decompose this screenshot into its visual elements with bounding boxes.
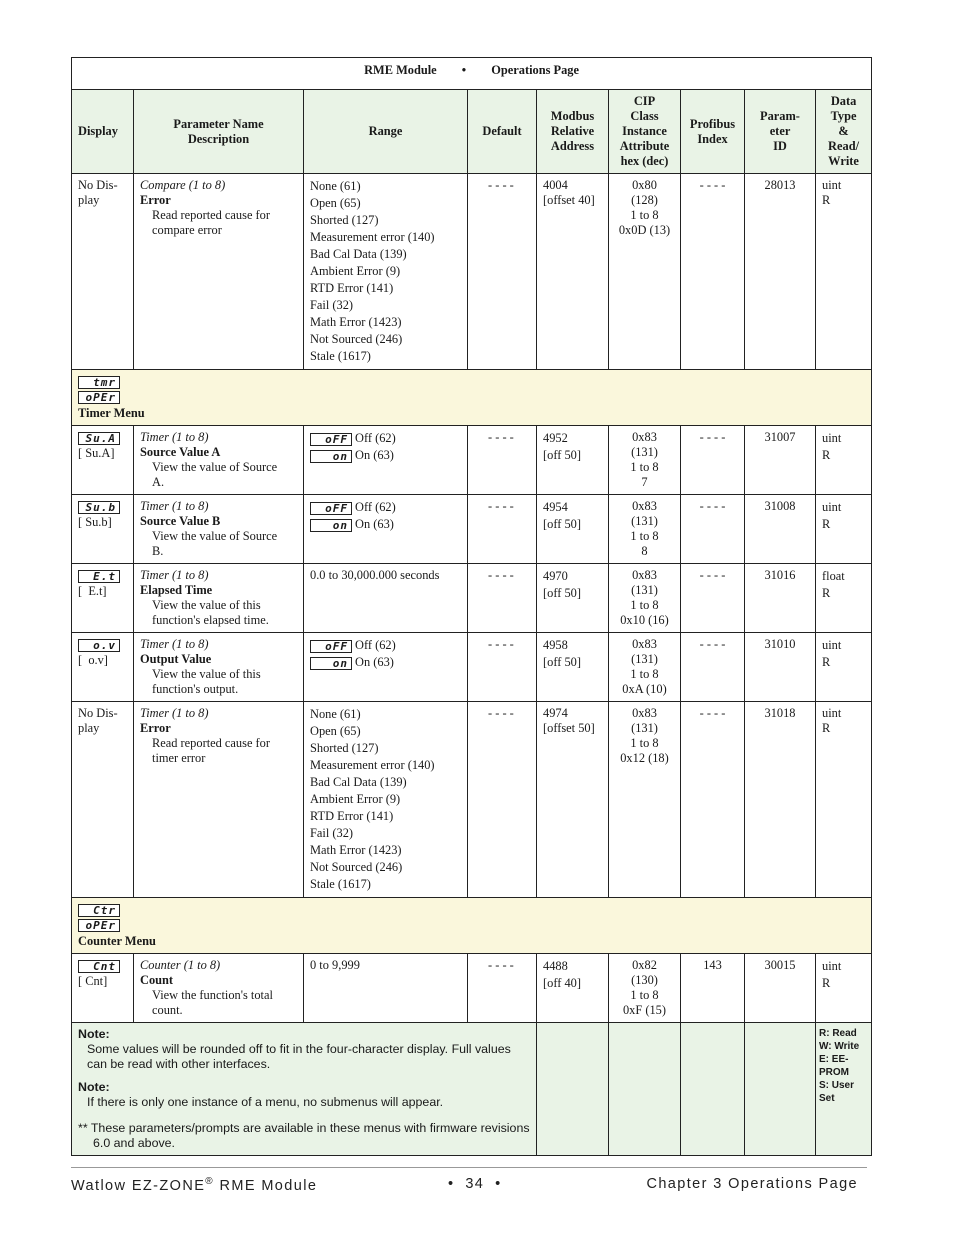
cip-value: (131) xyxy=(631,514,658,528)
lcd-tmr: tmr xyxy=(78,376,120,389)
header-row xyxy=(72,90,872,174)
param-name: Error xyxy=(140,193,171,207)
param-desc: timer error xyxy=(152,751,206,765)
lcd-option: on xyxy=(310,519,352,532)
counter-menu-label: Counter Menu xyxy=(78,934,156,948)
param-group: Timer (1 to 8) xyxy=(140,706,209,720)
cip-value: 1 to 8 xyxy=(630,529,659,543)
modbus-address: 4952 xyxy=(543,431,568,445)
modbus-offset: [off 50] xyxy=(543,655,581,669)
default-cell: - - - - xyxy=(468,174,537,370)
range-item: Not Sourced (246) xyxy=(310,332,403,346)
range-item: RTD Error (141) xyxy=(310,809,394,823)
notes-empty-cell xyxy=(681,1023,745,1156)
display-cell xyxy=(72,174,134,370)
lcd-option: on xyxy=(310,657,352,670)
range-cell xyxy=(304,495,468,564)
legend-item: Set xyxy=(819,1093,835,1104)
table-row xyxy=(72,954,872,1023)
header-text: Index xyxy=(697,131,728,146)
cip-value: 0x83 xyxy=(632,706,657,720)
modbus-address: 4004 xyxy=(543,178,568,192)
lcd-option: oFF xyxy=(310,502,352,515)
lcd-option: oFF xyxy=(310,640,352,653)
param-name: Count xyxy=(140,973,174,987)
param-id-cell: 31018 xyxy=(745,702,816,898)
display-cell xyxy=(72,426,134,495)
header-modbus xyxy=(537,90,609,174)
cip-value: 0x82 xyxy=(632,958,657,972)
lcd-ctr: Ctr xyxy=(78,904,120,917)
range-item: Shorted (127) xyxy=(310,741,379,755)
footer-module: RME Module xyxy=(214,1177,318,1194)
profibus-cell: - - - - xyxy=(681,633,745,702)
lcd-display: o.v xyxy=(78,639,120,652)
modbus-address: 4970 xyxy=(543,569,568,583)
range-cell xyxy=(304,174,468,370)
data-type-cell xyxy=(816,954,872,1023)
read-write: R xyxy=(822,655,831,669)
parameter-cell xyxy=(134,954,304,1023)
data-type: uint xyxy=(822,706,842,720)
footer-page-number: • 34 • xyxy=(448,1176,502,1192)
modbus-offset: [off 40] xyxy=(543,976,581,990)
header-text: hex (dec) xyxy=(620,154,669,168)
range-item: Fail (32) xyxy=(310,826,354,840)
lcd-option: oFF xyxy=(310,433,352,446)
table-row xyxy=(72,174,872,370)
display-code: [ Su.b] xyxy=(78,515,112,529)
header-text: Relative xyxy=(550,124,595,138)
range-item: Not Sourced (246) xyxy=(310,860,403,874)
cip-value: 7 xyxy=(641,475,648,489)
param-id-cell: 31007 xyxy=(745,426,816,495)
notes-row xyxy=(72,1023,872,1156)
param-id-cell: 31008 xyxy=(745,495,816,564)
note-3-text: ** These parameters/prompts are available in these menus with firmware revisions 6.0 and above. xyxy=(78,1121,530,1150)
cip-value: 0x80 xyxy=(632,178,657,192)
modbus-cell xyxy=(537,564,609,633)
range-item: Bad Cal Data (139) xyxy=(310,775,407,789)
notes-empty-cell xyxy=(609,1023,681,1156)
param-name: Source Value A xyxy=(140,445,221,459)
cip-value: 0x83 xyxy=(632,637,657,651)
cip-value: (128) xyxy=(631,193,658,207)
profibus-cell: 143 xyxy=(681,954,745,1023)
cip-value: 1 to 8 xyxy=(630,736,659,750)
data-type: uint xyxy=(822,500,842,514)
note-2-heading: Note: xyxy=(78,1080,110,1094)
range-item: Bad Cal Data (139) xyxy=(310,247,407,261)
lcd-option: on xyxy=(310,450,352,463)
display-cell xyxy=(72,702,134,898)
cip-value: 1 to 8 xyxy=(630,208,659,222)
option-on xyxy=(310,447,461,464)
cip-value: 0x83 xyxy=(632,568,657,582)
param-desc: function's output. xyxy=(152,682,239,696)
legend-item: R: Read xyxy=(819,1028,857,1039)
range-item: Ambient Error (9) xyxy=(310,792,401,806)
header-text: eter xyxy=(769,124,791,138)
param-desc: View the function's total xyxy=(152,988,273,1002)
header-text: Profibus xyxy=(689,116,736,131)
modbus-address: 4974 xyxy=(543,706,568,720)
default-cell: - - - - xyxy=(468,633,537,702)
display-code: [ o.v] xyxy=(78,653,108,667)
range-item: Measurement error (140) xyxy=(310,230,435,244)
cip-cell xyxy=(609,426,681,495)
param-desc: compare error xyxy=(152,223,222,237)
cip-value: 0xA (10) xyxy=(622,682,667,696)
title-module: RME Module xyxy=(364,63,437,77)
parameter-cell xyxy=(134,633,304,702)
menu-cell xyxy=(72,370,872,426)
parameter-cell xyxy=(134,702,304,898)
lcd-display: E.t xyxy=(78,570,120,583)
notes-empty-cell xyxy=(537,1023,609,1156)
header-param-id xyxy=(745,90,816,174)
data-type: uint xyxy=(822,178,842,192)
range-item: RTD Error (141) xyxy=(310,281,394,295)
modbus-cell xyxy=(537,426,609,495)
range-item: Open (65) xyxy=(310,724,361,738)
lcd-oper: oPEr xyxy=(78,391,120,404)
profibus-cell: - - - - xyxy=(681,702,745,898)
title-page: Operations Page xyxy=(491,63,580,77)
range-cell: 0.0 to 30,000.000 seconds xyxy=(304,564,468,633)
option-off xyxy=(310,499,461,516)
header-text: Read/ xyxy=(828,139,860,153)
timer-menu-row xyxy=(72,370,872,426)
display-cell xyxy=(72,954,134,1023)
legend-item: E: EE- xyxy=(819,1054,849,1065)
data-type-cell xyxy=(816,426,872,495)
legend-item: PROM xyxy=(819,1067,849,1078)
counter-menu-row xyxy=(72,898,872,954)
timer-menu-label: Timer Menu xyxy=(78,406,145,420)
option-text: On (63) xyxy=(355,448,394,462)
parameter-cell xyxy=(134,564,304,633)
header-text: Class xyxy=(630,109,659,123)
cip-value: 0x83 xyxy=(632,430,657,444)
option-on xyxy=(310,516,461,533)
lcd-display: Su.A xyxy=(78,432,120,445)
param-id-cell: 31016 xyxy=(745,564,816,633)
modbus-offset: [offset 50] xyxy=(543,721,595,735)
cip-cell xyxy=(609,702,681,898)
read-write: R xyxy=(822,193,831,207)
lcd-display: Cnt xyxy=(78,960,120,973)
param-desc: A. xyxy=(152,475,165,489)
display-cell xyxy=(72,495,134,564)
lcd-oper: oPEr xyxy=(78,919,120,932)
param-name: Elapsed Time xyxy=(140,583,213,597)
cip-value: 8 xyxy=(641,544,648,558)
option-on xyxy=(310,654,461,671)
lcd-display: Su.b xyxy=(78,501,120,514)
range-item: Shorted (127) xyxy=(310,213,379,227)
cip-value: (131) xyxy=(631,445,658,459)
profibus-cell: - - - - xyxy=(681,174,745,370)
footer-rule xyxy=(71,1167,867,1168)
option-text: On (63) xyxy=(355,655,394,669)
header-param-desc: Description xyxy=(187,131,250,146)
read-write: R xyxy=(822,721,831,735)
range-item: Stale (1617) xyxy=(310,349,371,363)
default-cell: - - - - xyxy=(468,564,537,633)
param-desc: Read reported cause for xyxy=(152,208,270,222)
param-id-cell: 30015 xyxy=(745,954,816,1023)
profibus-cell: - - - - xyxy=(681,426,745,495)
cip-value: (131) xyxy=(631,583,658,597)
header-text: CIP xyxy=(633,94,656,108)
option-off xyxy=(310,637,461,654)
cip-value: (131) xyxy=(631,721,658,735)
default-cell: - - - - xyxy=(468,954,537,1023)
header-text: Type xyxy=(830,109,857,123)
modbus-offset: [off 50] xyxy=(543,517,581,531)
profibus-cell: - - - - xyxy=(681,564,745,633)
modbus-offset: [off 50] xyxy=(543,448,581,462)
cip-value: (131) xyxy=(631,652,658,666)
param-desc: View the value of Source xyxy=(152,460,278,474)
operations-page-table xyxy=(71,57,872,1156)
range-item: Math Error (1423) xyxy=(310,843,402,857)
table-row xyxy=(72,426,872,495)
cip-value: 0x12 (18) xyxy=(620,751,669,765)
notes-empty-cell xyxy=(745,1023,816,1156)
cip-value: 1 to 8 xyxy=(630,598,659,612)
cip-value: 1 to 8 xyxy=(630,460,659,474)
range-item: None (61) xyxy=(310,707,361,721)
param-desc: View the value of this xyxy=(152,667,261,681)
table-row xyxy=(72,702,872,898)
display-cell xyxy=(72,633,134,702)
legend-cell xyxy=(816,1023,872,1156)
option-text: On (63) xyxy=(355,517,394,531)
param-desc: B. xyxy=(152,544,164,558)
notes-cell xyxy=(72,1023,537,1156)
modbus-cell xyxy=(537,702,609,898)
header-text: ID xyxy=(773,139,787,153)
registered-mark: ® xyxy=(205,1176,215,1187)
header-text: & xyxy=(838,124,849,138)
data-type: uint xyxy=(822,959,842,973)
data-type-cell xyxy=(816,174,872,370)
modbus-offset: [offset 40] xyxy=(543,193,595,207)
param-group: Timer (1 to 8) xyxy=(140,430,209,444)
table-title-row xyxy=(72,58,872,90)
data-type: uint xyxy=(822,638,842,652)
param-desc: function's elapsed time. xyxy=(152,613,269,627)
header-parameter xyxy=(134,90,304,174)
cip-cell xyxy=(609,633,681,702)
option-text: Off (62) xyxy=(355,638,396,652)
range-item: Measurement error (140) xyxy=(310,758,435,772)
header-range: Range xyxy=(304,90,468,174)
display-text: No Dis- xyxy=(78,706,118,720)
param-group: Counter (1 to 8) xyxy=(140,958,221,972)
param-id-cell: 31010 xyxy=(745,633,816,702)
note-2-text: If there is only one instance of a menu, no submenus will appear. xyxy=(87,1095,444,1109)
param-name: Output Value xyxy=(140,652,212,666)
param-desc: View the value of this xyxy=(152,598,261,612)
display-text: play xyxy=(78,193,100,207)
display-cell xyxy=(72,564,134,633)
data-type-cell xyxy=(816,702,872,898)
header-text: Attribute xyxy=(619,139,670,153)
footer-product: Watlow EZ-ZONE xyxy=(71,1177,206,1194)
read-write: R xyxy=(822,586,831,600)
modbus-cell xyxy=(537,174,609,370)
read-write: R xyxy=(822,448,831,462)
data-type: float xyxy=(822,569,845,583)
header-default: Default xyxy=(468,90,537,174)
option-off xyxy=(310,430,461,447)
legend-item: W: Write xyxy=(819,1041,860,1052)
note-1-text: Some values will be rounded off to fit in the four-character display. Full values can be read with other interfaces. xyxy=(87,1042,511,1071)
modbus-offset: [off 50] xyxy=(543,586,581,600)
data-type: uint xyxy=(822,431,842,445)
modbus-address: 4488 xyxy=(543,959,568,973)
option-text: Off (62) xyxy=(355,500,396,514)
default-cell: - - - - xyxy=(468,495,537,564)
range-item: Open (65) xyxy=(310,196,361,210)
header-text: Instance xyxy=(622,124,667,138)
cip-value: 0xF (15) xyxy=(622,1003,667,1017)
menu-cell xyxy=(72,898,872,954)
data-type-cell xyxy=(816,564,872,633)
footer-left xyxy=(71,1176,317,1194)
parameter-cell xyxy=(134,495,304,564)
param-name: Source Value B xyxy=(140,514,221,528)
range-cell xyxy=(304,426,468,495)
default-cell: - - - - xyxy=(468,702,537,898)
cip-cell xyxy=(609,174,681,370)
cip-cell xyxy=(609,564,681,633)
range-item: Fail (32) xyxy=(310,298,354,312)
header-text: Address xyxy=(550,139,595,153)
display-code: [ Su.A] xyxy=(78,446,115,460)
header-text: Modbus xyxy=(550,109,595,123)
param-group: Timer (1 to 8) xyxy=(140,499,209,513)
range-cell xyxy=(304,702,468,898)
header-text: Data xyxy=(830,94,857,108)
param-desc: count. xyxy=(152,1003,183,1017)
modbus-cell xyxy=(537,954,609,1023)
read-write: R xyxy=(822,517,831,531)
range-item: Ambient Error (9) xyxy=(310,264,401,278)
range-cell: 0 to 9,999 xyxy=(304,954,468,1023)
header-profibus xyxy=(681,90,745,174)
footer-chapter: Chapter 3 Operations Page xyxy=(646,1176,858,1192)
param-group: Timer (1 to 8) xyxy=(140,568,209,582)
display-text: play xyxy=(78,721,100,735)
range-item: None (61) xyxy=(310,179,361,193)
display-code: [ Cnt] xyxy=(78,974,108,988)
param-group: Compare (1 to 8) xyxy=(140,178,226,192)
legend-item: S: User xyxy=(819,1080,855,1091)
header-text: Write xyxy=(828,154,859,168)
header-cip xyxy=(609,90,681,174)
default-cell: - - - - xyxy=(468,426,537,495)
header-param-name: Parameter Name xyxy=(173,116,264,131)
header-text: Param- xyxy=(760,109,800,123)
cip-value: 1 to 8 xyxy=(630,988,659,1002)
modbus-cell xyxy=(537,495,609,564)
profibus-cell: - - - - xyxy=(681,495,745,564)
title-separator: • xyxy=(461,63,467,77)
data-type-cell xyxy=(816,633,872,702)
range-cell xyxy=(304,633,468,702)
cip-value: 0x0D (13) xyxy=(618,223,671,237)
table-title xyxy=(72,58,872,90)
display-code: [ E.t] xyxy=(78,584,107,598)
param-desc: View the value of Source xyxy=(152,529,278,543)
cip-value: 0x83 xyxy=(632,499,657,513)
param-group: Timer (1 to 8) xyxy=(140,637,209,651)
param-id-cell: 28013 xyxy=(745,174,816,370)
option-text: Off (62) xyxy=(355,431,396,445)
parameter-cell xyxy=(134,426,304,495)
parameter-cell xyxy=(134,174,304,370)
range-item: Stale (1617) xyxy=(310,877,371,891)
table-row xyxy=(72,564,872,633)
cip-value: 0x10 (16) xyxy=(620,613,669,627)
param-desc: Read reported cause for xyxy=(152,736,270,750)
range-item: Math Error (1423) xyxy=(310,315,402,329)
note-1-heading: Note: xyxy=(78,1027,110,1041)
modbus-address: 4954 xyxy=(543,500,568,514)
table-row xyxy=(72,495,872,564)
read-write: R xyxy=(822,976,831,990)
cip-cell xyxy=(609,495,681,564)
table-row xyxy=(72,633,872,702)
cip-value: 1 to 8 xyxy=(630,667,659,681)
param-name: Error xyxy=(140,721,171,735)
display-text: No Dis- xyxy=(78,178,118,192)
cip-cell xyxy=(609,954,681,1023)
data-type-cell xyxy=(816,495,872,564)
cip-value: (130) xyxy=(631,973,658,987)
header-data-type xyxy=(816,90,872,174)
modbus-cell xyxy=(537,633,609,702)
modbus-address: 4958 xyxy=(543,638,568,652)
header-display: Display xyxy=(72,90,134,174)
